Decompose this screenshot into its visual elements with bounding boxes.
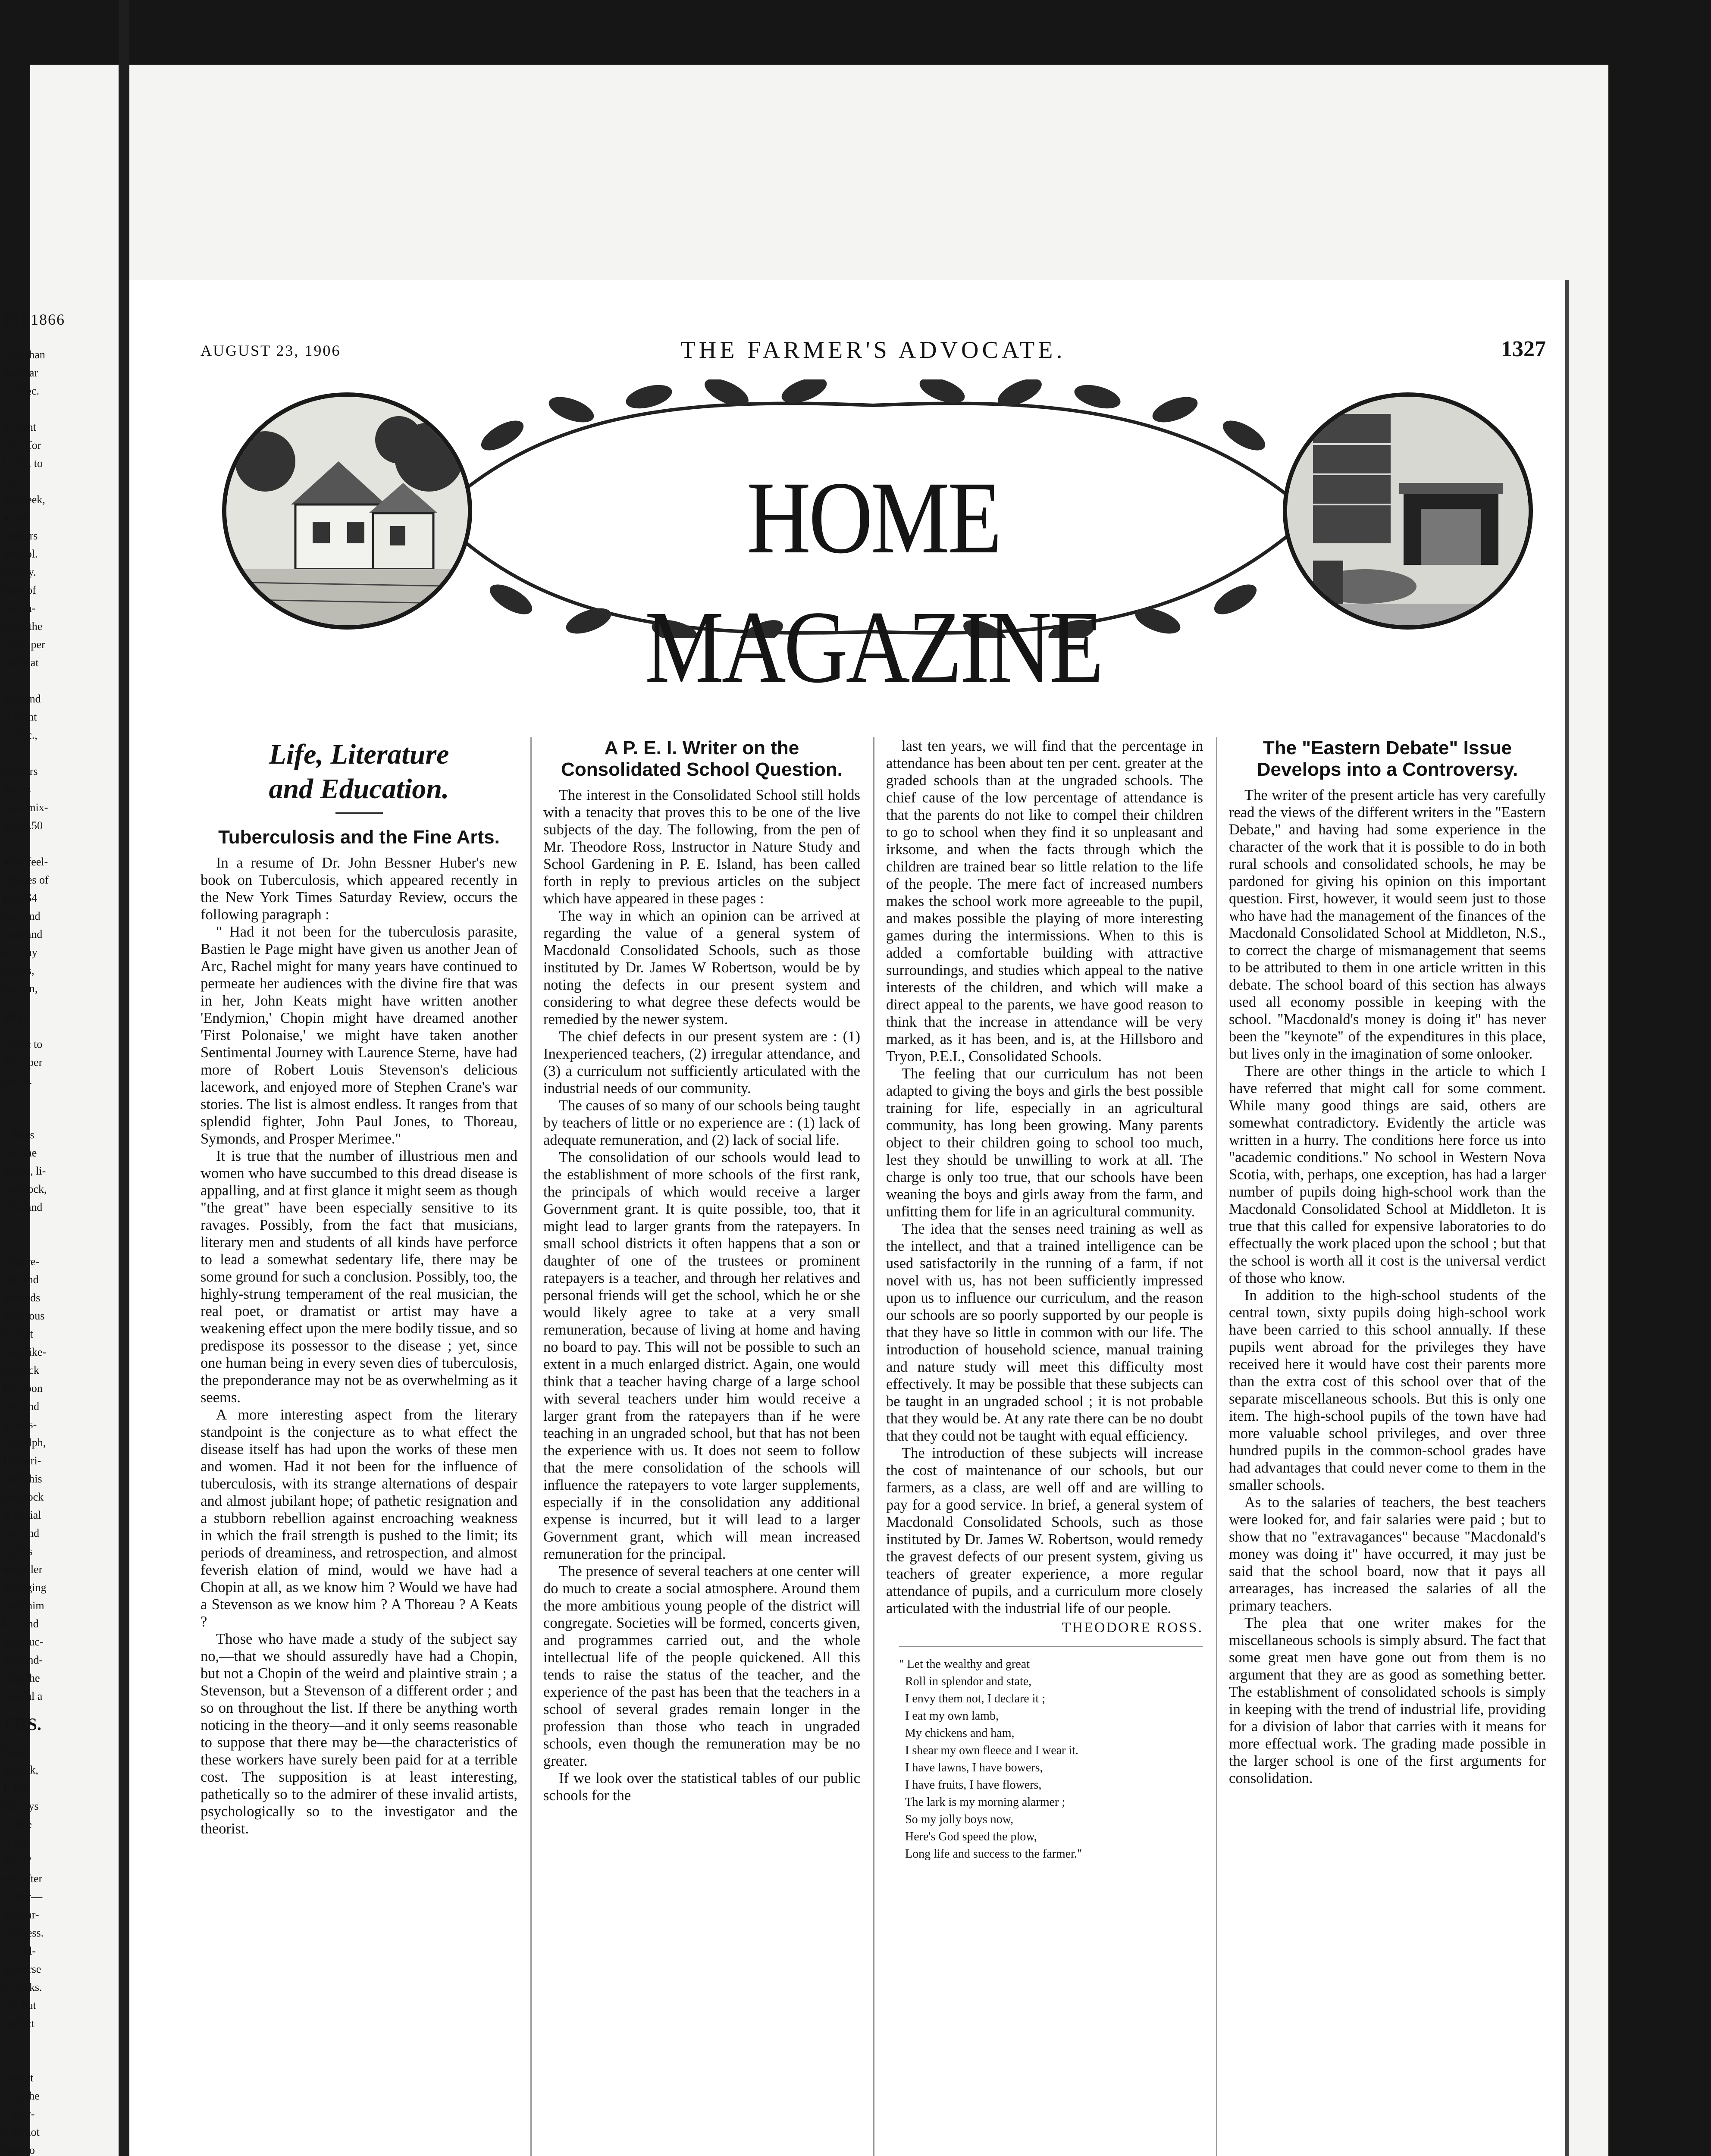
text-line xyxy=(0,1108,112,1126)
text-line xyxy=(0,835,112,853)
text-line: oodstock, xyxy=(3,1183,47,1195)
text-line: Prices xyxy=(3,783,31,796)
article-heading: The "Eastern Debate" Issue Develops into a Controversy. xyxy=(1257,737,1518,780)
text-line xyxy=(0,2033,112,2051)
text-line: judicious xyxy=(3,1310,45,1322)
previous-page-header: ED 1866 xyxy=(3,311,65,328)
text-line: to 3Sc., xyxy=(3,729,38,741)
text-line: of stock xyxy=(3,1364,40,1376)
paragraph: " Had it not been for the tuberculosis parasite, Bastien le Page might have given us another Jean of Arc, Rachel might for many years have continued to permeate her audiences with the divine fire that was in her, John Keats might have written another 'Endymion,' Chopin might have dreamed another 'First Polonaise,' we might have taken another Sentimental Journey with Laurence Sterne, have had more of Robert Louis Stevenson's delicious lacework, and enjoyed more of Stephen Crane's war stories. The list is almost endless. It ranges from that splendid fighter, John Paul Jones, to Thoreau, Symonds, and Prosper Merimee." xyxy=(201,924,517,1147)
text-line: farmers xyxy=(3,530,38,542)
text-line: horse xyxy=(3,1745,28,1758)
text-line: o 22½c. xyxy=(3,385,40,397)
text-line: f Guelph, xyxy=(3,1436,46,1449)
text-line: cannot xyxy=(3,2071,34,2084)
text-line: l experi- xyxy=(3,1454,41,1467)
newspaper-page xyxy=(129,280,1569,2156)
text-line: l. The xyxy=(3,1782,30,1794)
text-line: ive stock xyxy=(3,1491,44,1503)
issue-date: AUGUST 23, 1906 xyxy=(201,342,341,359)
text-line: inity of xyxy=(3,584,36,596)
text-line: I have fruits, I have flowers, xyxy=(899,1778,1042,1792)
text-line: that the xyxy=(3,1147,37,1159)
paragraph: As to the salaries of teachers, the best teachers were looked for, and fair salaries were paid ; but to show that no "extravagances" because "Macdonald's money was doing it" have occurred, it may just be said that the school board, now that it pays all arrearages, has increased the salaries of all the primary teachers. xyxy=(1229,1494,1546,1614)
text-line: over-mix- xyxy=(3,801,48,814)
text-line: ers', and xyxy=(3,910,41,922)
text-line: My chickens and ham, xyxy=(899,1727,1015,1740)
text-line: I eat my own lamb, xyxy=(899,1709,999,1723)
text-line: ends him xyxy=(3,1599,44,1612)
publication-title: THE FARMER'S ADVOCATE. xyxy=(680,337,1066,364)
text-line: ith seller xyxy=(3,1563,43,1576)
book-spine xyxy=(119,0,129,2156)
paragraph: A more interesting aspect from the literary standpoint is the conjecture as to what effect the disease itself has had upon the works of these men and women. Had it not been for the influence of tuberculosis, with its strange alternations of despair and almost jubilant hope; of pathetic resignation and a stubborn rebellion against encroaching weakness in which the frail strength is pushed to the limit; its periods of dreaminess, and retrospection, and almost feverish elation of mind, would we have had a Chopin at all, as we know him ? Would we have had a Stevenson as we know him ? A Thoreau ? A Keats ? xyxy=(201,1407,517,1630)
column-rule xyxy=(1216,737,1217,2156)
article-body xyxy=(886,737,1203,1617)
text-line: ast week, xyxy=(3,493,45,506)
page-number: 1327 xyxy=(1501,337,1546,361)
paragraph: last ten years, we will find that the percentage in attendance has been about ten per cent. greater at the graded schools than at the ungraded schools. The chief cause of the low percentage of attendance is that the parents do not like to compel their children to go to school when they find it so unpleasant and irksome, and when the facts through which the children are trained bear so little relation to the life of the people. The mere fact of increased numbers makes the school work more agreeable to the pupil, and makes possible the playing of more interesting games during the intermissions. When to this is added a comfortable building with attractive surroundings, and studies which appeal to the native interests of the children, and which will make a direct appeal to the parents, we have good reason to think that the increase in attendance will be very marked, as it has been, and is, at the Hillsboro and Tryon, P.E.I., Consolidated Schools. xyxy=(886,738,1203,1065)
text-line xyxy=(0,1216,112,1235)
text-line: lly, upon xyxy=(3,1382,43,1395)
text-line xyxy=(0,744,112,762)
section-heading-line-1: Life, Literature xyxy=(269,739,449,770)
text-line: lers say xyxy=(3,946,38,959)
text-line: farmers xyxy=(3,765,38,777)
text-line: orders, xyxy=(3,964,34,977)
paragraph: The interest in the Consolidated School still holds with a tenacity that proves this to be one of the live subjects of the day. The following, from the pen of Mr. Theodore Ross, Instructor in Nature Study and School Gardening in P. E. Island, has been called forth in reply to previous articles on the subject which have appeared in these pages : xyxy=(543,787,860,907)
text-line: b. The xyxy=(3,1818,32,1830)
text-line: ople like- xyxy=(3,1346,46,1358)
paragraph: It is true that the number of illustrious men and women who have succumbed to this dread disease is appalling, and at first glance it might seem as though "the great" have been especially sensitive to its ravages. Possibly, from the fact that musicians, literary men and students of all kinds have perforce to lead a somewhat sedentary life, there may be some ground for such a conclusion. Possibly, too, the highly-strung temperament of the real musician, the real poet, or dramatist or artist may have a weakening effect upon the mere bodily tissue, and so predispose its possessor to the disease ; yet, since one human being in every seven dies of tuberculosis, the preponderance may not be as overwhelming as it seems. xyxy=(201,1148,517,1406)
text-line: rs ago xyxy=(3,1836,31,1849)
text-line xyxy=(0,672,112,690)
paragraph: If we look over the statistical tables of our public schools for the xyxy=(543,1770,860,1804)
previous-page-heading-2: ERS. xyxy=(3,1714,41,1734)
text-line: e do not xyxy=(3,2126,40,2138)
column-3 xyxy=(886,737,1203,2156)
section-heading-line-2: and Education. xyxy=(269,773,449,805)
text-line: ok sick, xyxy=(3,1764,38,1776)
previous-page-fragment xyxy=(0,310,112,2156)
text-line: g of auc- xyxy=(3,1636,44,1648)
text-line: the im- xyxy=(3,602,36,614)
text-line: Here's God speed the plow, xyxy=(899,1830,1037,1843)
column-4 xyxy=(1229,737,1546,2156)
text-line: n I col- xyxy=(3,1945,36,1957)
paragraph: The plea that one writer makes for the miscellaneous schools is simply absurd. The fact that some great men have gone out from them is no argument that they are as good as something better. The establishment of consolidated schools is simply in keeping with the trend of industrial life, providing for a division of labor that carries with it means for more effectual work. The grading made possible in the larger school is one of the first arguments for consolidation. xyxy=(1229,1615,1546,1786)
farmhouse-vignette xyxy=(222,392,472,630)
text-line: I envy them not, I declare it ; xyxy=(899,1692,1045,1705)
text-line: ny, his xyxy=(3,1545,33,1557)
text-line: e dates xyxy=(3,1128,34,1141)
text-line: d $10.50 xyxy=(3,819,43,832)
article-columns xyxy=(201,737,1546,2156)
text-line: depends xyxy=(3,1291,41,1304)
text-line: ast year xyxy=(3,367,38,379)
previous-page-fragments-bottom xyxy=(0,1743,112,2156)
paragraph: The consolidation of our schools would lead to the establishment of more schools of the first rank, the principals of which would receive a larger Government grant. It is quite possible, too, that it might lead to larger grants from the ratepayers. In small school districts it often happens that a son or daughter of one of the trustees or prominent ratepayers is a teacher, and through her relatives and personal friends will get the school, which he or she would likely agree to take at a very small remuneration, because of living at home and having no board to pay. This will not be possible to such an extent in a much enlarged district. Again, one would think that a teacher having charge of a large school with several teachers under him would receive a larger grant from the ratepayers than if he were teaching in an ungraded school, but that has not been the experience with us. It does not seem to follow that the mere consolidation of the schools will influence the ratepayers to vote larger supplements, especially if in the consolidation any additional expense is incurred, but it will lead to a larger Government grant, which will mean increased remuneration for the principal. xyxy=(543,1149,860,1562)
text-line: with his xyxy=(3,1473,42,1485)
text-line: He says xyxy=(3,1800,39,1812)
masthead-title: HOME MAGAZINE xyxy=(645,460,1102,704)
article-body xyxy=(201,854,517,1837)
text-line: The lark is my morning alarmer ; xyxy=(899,1796,1065,1809)
author-signature: THEODORE ROSS. xyxy=(1062,1620,1203,1636)
text-line: I shear my own fleece and I wear it. xyxy=(899,1744,1078,1757)
text-line xyxy=(0,400,112,418)
text-line: of pure- xyxy=(3,1255,40,1268)
running-head xyxy=(201,336,1546,367)
text-line: arranging xyxy=(3,1581,47,1594)
text-line: eak, and xyxy=(3,693,41,705)
text-line: a slight xyxy=(3,421,36,433)
text-line: asier feel- xyxy=(3,856,48,868)
text-line: rchases of xyxy=(3,874,49,886)
previous-page-fragments-middle xyxy=(0,1035,112,1705)
text-line: 10½c to xyxy=(3,1038,43,1050)
text-line: " Let the wealthy and great xyxy=(899,1658,1030,1671)
paragraph: The chief defects in our present system are : (1) Inexperienced teachers, (2) irregular attendance, and (3) a curriculum not sufficiently articulated with the industrial needs of our community. xyxy=(543,1028,860,1097)
text-line: is genial xyxy=(3,1509,41,1521)
text-line: I have lawns, I have bowers, xyxy=(899,1761,1043,1774)
text-line: 7½c. for xyxy=(3,439,41,451)
previous-page-heading: ets. xyxy=(3,1007,28,1026)
text-line: d by the xyxy=(3,2090,40,2102)
scan-border-right xyxy=(1608,0,1711,2156)
text-line: lers and xyxy=(3,1617,39,1630)
text-line: 17th and xyxy=(3,1201,43,1213)
paragraph: The feeling that our curriculum has not been adapted to giving the boys and girls the best possible training for life, especially in an agricultural community, has long been growing. Many parents object to their children going to school too much, lest they should be unwilling to work at all. The charge is only too true, that our schools have been weaning the boys and girls away from the farm, and unfitting them for life in an agricultural community. xyxy=(886,1065,1203,1220)
text-line xyxy=(0,1090,112,1108)
divider xyxy=(335,812,383,814)
article-body xyxy=(543,787,860,1804)
text-line: urround- xyxy=(3,1654,43,1666)
paragraph: In addition to the high-school students of the central town, sixty pupils doing high-school work have been carried to this school annually. If these pupils went abroad for the privileges they have received here it would have cost their parents more than the extra cost of this school over that of the separate miscellaneous schools. But this is only one item. The high-school pupils of the town have had more valuable school privileges, and over three hundred pupils in the common-school grades have had advantages that could never come to them in the smaller schools. xyxy=(1229,1287,1546,1493)
text-line: perfect xyxy=(3,2017,35,2030)
column-rule xyxy=(873,737,874,2156)
paragraph: The idea that the senses need training as well as the intellect, and that a trained intelligence can be used satisfactorily in the running of a farm, if not novel with us, has not been sufficiently impressed upon us to influence our curriculum, and the reason our schools are so poorly supported by our people is that they have so little in common with our life. The introduction of household science, manual training and nature study will meet this difficulty most effectively. It may be possible that these subjects can be taught in an ungraded school ; it is not probable that they would be. At any rate there can be no doubt that they could not be taught with equal efficiency. xyxy=(886,1221,1203,1444)
text-line: eye after xyxy=(3,1872,43,1885)
text-line: Long life and success to the farmer." xyxy=(899,1847,1082,1861)
paragraph: Those who have made a study of the subject say no,—that we should assuredly have had a Chopin, but not a Chopin of the weird and plaintive strain ; a Stevenson, but a Stevenson of a different order ; and so on throughout the list. If there be anything worth noticing in the theory—and it only seems reasonable to suppose that there may be—the characteristics of these workers have surely been paid for at a terrible cost. The supposition is at least interesting, pathetically so to the admirer of these invalid artists, psychologically so to the investigator and the theorist. xyxy=(201,1631,517,1837)
text-line xyxy=(0,2051,112,2069)
text-line: 9½c. per xyxy=(3,1056,43,1069)
text-line: he horse xyxy=(3,1963,41,1975)
text-line: per ton, xyxy=(3,982,38,995)
section-heading xyxy=(201,737,517,806)
text-line: ns that xyxy=(3,1328,33,1340)
text-line xyxy=(0,1235,112,1253)
paragraph: There are other things in the article to which I have referred that might call for some comment. While many good things are said, others are somewhat contradictory. Evidently the article was written in a hurry. The conditions here force us into "academic conditions." No school in Western Nova Scotia, with, perhaps, one exception, has had a larger number of pupils doing high-school work than the Macdonald Consolidated School at Middleton. It is true that this called for expensive laboratories to do effectually the work placed upon the school ; but that the school is worth all it cost is the universal verdict of those who know. xyxy=(1229,1063,1546,1286)
article-heading: Tuberculosis and the Fine Arts. xyxy=(218,827,500,848)
text-line: ctively. xyxy=(3,566,36,578)
text-line: a sales- xyxy=(3,1418,37,1431)
column-rule xyxy=(530,737,532,2156)
text-line: tent and xyxy=(3,1400,40,1413)
text-line: l, 20c. to xyxy=(3,457,43,470)
column-2 xyxy=(543,737,860,2156)
text-line: r it, but xyxy=(3,1999,36,2012)
home-magazine-masthead xyxy=(201,379,1546,704)
text-line: ving the xyxy=(3,1672,40,1684)
paragraph: The presence of several teachers at one center will do much to create a social atmosphere. Around them the more ambitious young people of the district will congregate. Societies will be formed, concerts given, and programmes carried out, and the whole intellectual life of the people quickened. All this tends to raise the status of the teacher, and the experience of the past has been that the teachers in a school of several grades remain longer in the profession than those who teach in ungraded schools, even though the remuneration may be no greater. xyxy=(543,1563,860,1769)
masthead-title-box xyxy=(494,453,1253,704)
text-line: . 25c. per xyxy=(3,638,45,651)
text-line: ock and xyxy=(3,1273,39,1286)
text-line: st point xyxy=(3,711,37,723)
text-line: sickness. xyxy=(3,1927,44,1939)
scan-border-top xyxy=(0,0,1711,65)
text-line: as guar- xyxy=(3,1908,39,1921)
text-line: obson, li- xyxy=(3,1165,46,1177)
text-line: less than xyxy=(3,348,45,361)
text-line: get it? xyxy=(3,1854,31,1867)
paragraph: The introduction of these subjects will increase the cost of maintenance of our schools, but our farmers, as a class, are well off and are willing to pay for a good service. In brief, a general system of Macdonald Consolidated Schools, such as those instituted by Dr. James W. Robertson, would remedy the gravest defects of our present system, giving us teachers of greater experience, a more regular attendance of pupils, and a curriculum more closely articulated with the industrial life of our people. xyxy=(886,1445,1203,1617)
text-line: as but xyxy=(3,511,30,524)
text-line: So my jolly boys now, xyxy=(899,1813,1013,1826)
previous-page-fragments-top xyxy=(0,346,112,998)
text-line: made at xyxy=(3,656,39,669)
text-line: e guar- xyxy=(3,2108,35,2120)
parlour-interior-vignette xyxy=(1283,392,1533,630)
text-line: ly at $4 xyxy=(3,892,37,904)
text-line: e weeks. xyxy=(3,1981,42,1993)
text-line: s after— xyxy=(3,1890,43,1903)
text-line: per lb. xyxy=(3,1074,32,1087)
article-heading: A P. E. I. Writer on the Consolidated School Question. xyxy=(561,737,843,780)
paragraph: In a resume of Dr. John Bessner Huber's new book on Tuberculosis, which appeared recently in the New York Times Saturday Review, occurs the following paragraph : xyxy=(201,855,517,923)
text-line: itten to xyxy=(3,2144,35,2156)
column-1 xyxy=(201,737,517,2156)
article-body xyxy=(1229,787,1546,1787)
paragraph: The way in which an opinion can be arrived at regarding the value of a general system of Macdonald Consolidated Schools, such as those instituted by Dr. James W Robertson, would be by noting the defects in our present system and considering to what degree these defects would be remedied by the newer system. xyxy=(543,908,860,1028)
text-line: Roll in splendor and state, xyxy=(899,1675,1032,1688)
text-line: ract and xyxy=(3,1527,40,1539)
text-line: cessful a xyxy=(3,1690,43,1702)
text-line: per bbl. xyxy=(3,548,38,560)
text-line: 15c. xyxy=(3,475,23,488)
paragraph: The causes of so many of our schools being taught by teachers of little or no experience are : (1) lack of adequate remuneration, and (2) lack of social life. xyxy=(543,1097,860,1148)
text-line: ough the xyxy=(3,620,43,633)
paragraph: The writer of the present article has very carefully read the views of the different writers in the "Eastern Debate," and having had some experience in the character of the work that it is possible to do in both rural schools and consolidated schools, he may be pardoned for giving his opinion on this important question. First, however, it would seem just to those who have had the management of the finances of the Macdonald Consolidated School at Middleton, N.S., to correct the charge of mismanagement that seems to be attributed to them in one article written in this debate. The school board of this section has always used all economy possible in keeping with the school. "Macdonald's money is doing it" has never been the "keynote" of the expenditures in this place, but lives only in the imagination of some onlooker. xyxy=(1229,787,1546,1062)
poem xyxy=(899,1646,1203,1863)
text-line: bran and xyxy=(3,928,43,940)
